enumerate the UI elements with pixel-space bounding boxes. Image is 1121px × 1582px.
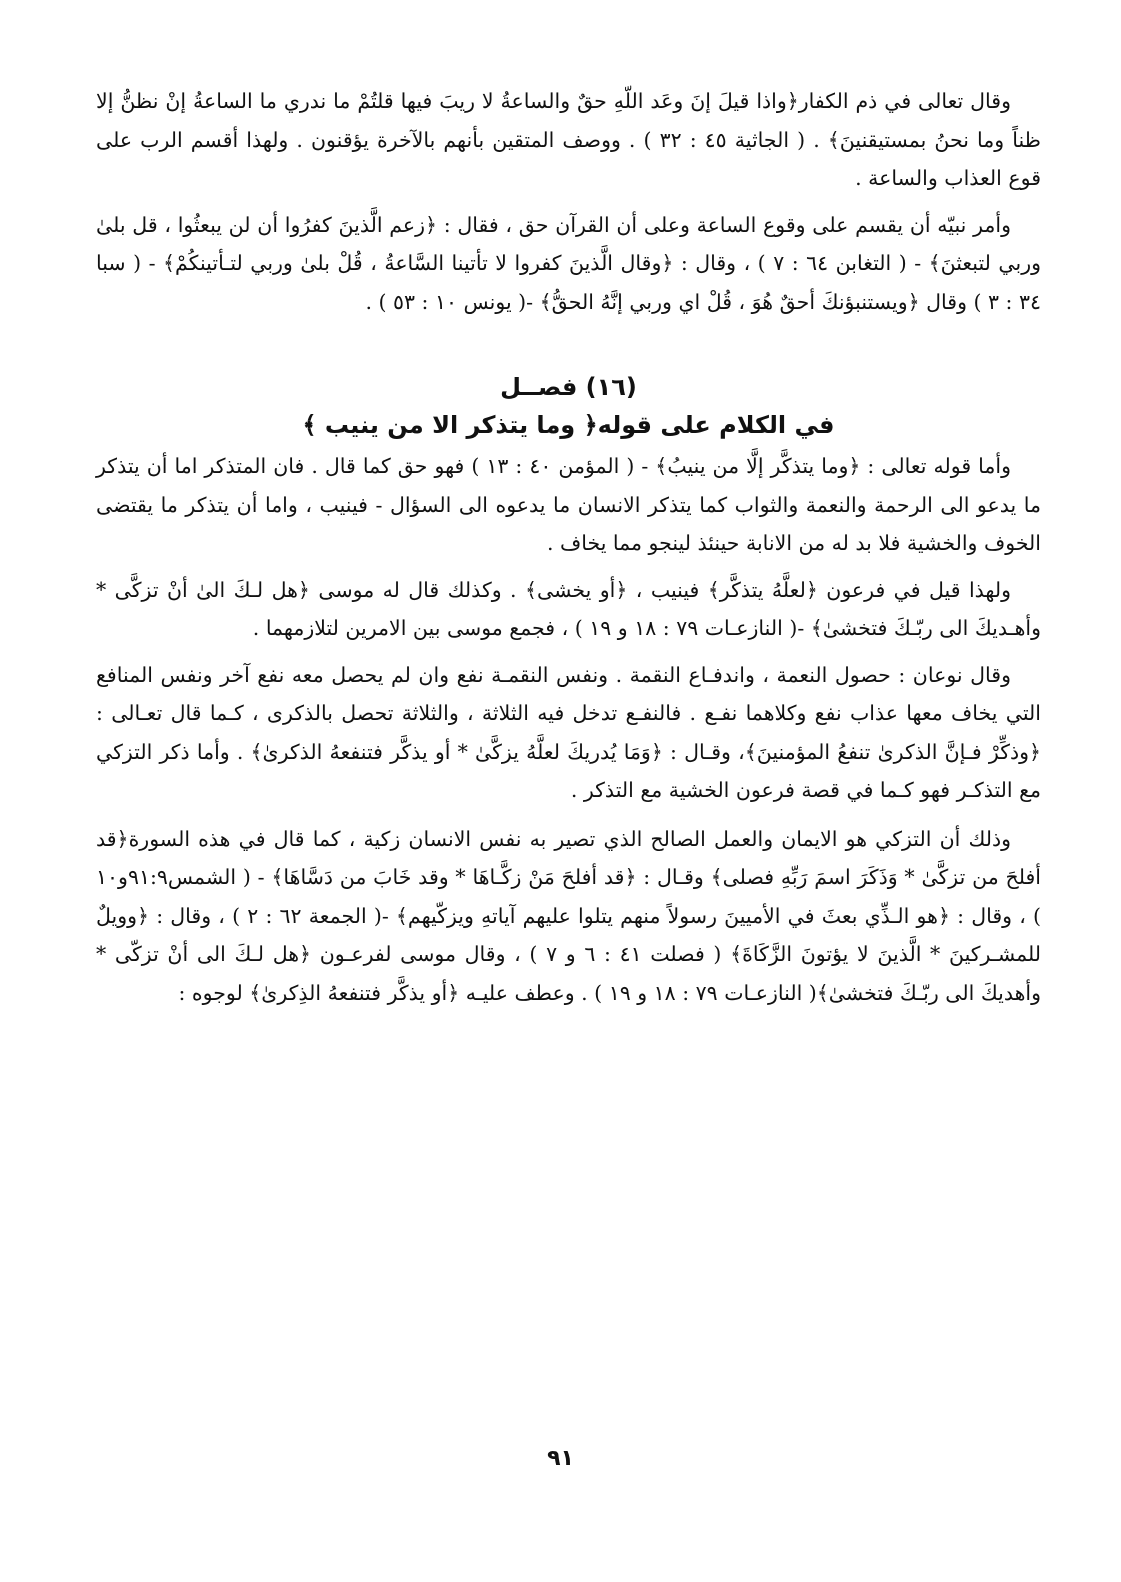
paragraph-oath-on-hour: وأمر نبيّه أن يقسم على وقوع الساعة وعلى أن القرآن حق ، فقال : ﴿زعم الَّذينَ كفرُوا أن لن يبعثُوا ، قل بلىٰ وربي لتبعثنَ﴾ - ( التغابن ٦٤ : ٧ ) ، وقال : ﴿وقال الَّذينَ كفروا لا تأتينا السَّاعةُ ، قُلْ بلىٰ وربي لتـأتينكُمْ﴾ - ( سبا ٣٤ : ٣ ) وقال ﴿ويستنبؤنكَ أحقٌ هُوَ ، قُلْ اي وربي إنَّهُ الحقُّ﴾ -( يونس ١٠ : ٥٣ ) . [96,212,1042,314]
paragraph-purification: وذلك أن التزكي هو الايمان والعمل الصالح الذي تصير به نفس الانسان زكية ، كما قال في هذه السورة﴿قد أفلحَ من تزكَّىٰ * وَذَكَرَ اسمَ رَبِّهِ فصلى﴾ وقـال : ﴿قد أفلحَ مَنْ زكَّـاهَا * وقد خَابَ من دَسَّاهَا﴾ - ( الشمس٩١:٩و١٠ ) ، وقال : ﴿هو الـذِّي بعثَ في الأميينَ رسولاً منهم يتلوا عليهم آياتهِ ويزكّيهم﴾ -( الجمعة ٦٢ : ٢ ) ، وقال : ﴿وويلٌ للمشـركينَ * الَّذينَ لا يؤتونَ الزَّكَاةَ﴾ ( فصلت ٤١ : ٦ و ٧ ) ، وقال موسى لفرعـون ﴿هل لـكَ الى أنْ تزكّى * وأهديكَ الى ربّـكَ فتخشىٰ﴾( النازعـات ٧٩ : ١٨ و ١٩ ) . وعطف عليـه ﴿أو يذكَّر فتنفعهُ الذِكرىٰ﴾ لوجوه : [96,826,1042,1005]
section-title: في الكلام على قوله﴿ وما يتذكر الا من ينيب ﴾ [302,411,835,439]
page-number: ٩١ [547,1446,574,1471]
paragraph-two-kinds: وقال نوعان : حصول النعمة ، واندفـاع النقمة . ونفس النقمـة نفع وان لم يحصل معه نفع آخر ونفس المنافع التي يخاف معها عذاب نفع وكلاهما نفـع . فالنفـع تدخل فيه الثلاثة ، والثلاثة تحصل بالذكرى ، كـما قال تعـالى : ﴿وذكِّرْ فـإنَّ الذكرىٰ تنفعُ المؤمنينَ﴾، وقـال : ﴿وَمَا يُدريكَ لعلَّهُ يزكَّىٰ * أو يذكَّر فتنفعهُ الذكرىٰ﴾ . وأما ذكر التزكي مع التذكـر فهو كـما في قصة فرعون الخشية مع التذكر . [96,662,1041,802]
paragraph-remembrance: وأما قوله تعالى : ﴿وما يتذكَّر إلَّا من ينيبُ﴾ - ( المؤمن ٤٠ : ١٣ ) فهو حق كما قال . فان المتذكر اما أن يتذكر ما يدعو الى الرحمة والنعمة والثواب كما يتذكر الانسان ما يدعوه الى السؤال - فينيب ، واما أن يتذكر ما يقتضى الخوف والخشية فلا بد له من الانابة حينئذ لينجو مما يخاف . [96,454,1041,555]
document-page [96,82,1041,1012]
paragraph-pharaoh: ولهذا قيل في فرعون ﴿لعلَّهُ يتذكَّر﴾ فينيب ، ﴿أو يخشى﴾ . وكذلك قال له موسى ﴿هل لـكَ الىٰ أنْ تزكَّى * وأهـديكَ الى ربّـكَ فتخشىٰ﴾ -( النازعـات ٧٩ : ١٨ و ١٩ ) ، فجمع موسى بين الامرين لتلازمهما . [96,577,1041,640]
section-heading [96,369,1041,445]
paragraph-disbelievers-hour: وقال تعالى في ذم الكفار﴿واذا قيلَ إنَ وعَد اللّهِ حقٌ والساعةُ لا ريبَ فيها قلتُمْ ما ندري ما الساعةُ إنْ نظنُّ إلا ظناً وما نحنُ بمستيقنينَ﴾ . ( الجاثية ٤٥ : ٣٢ ) . ووصف المتقين بأنهم بالآخرة يؤقنون . ولهذا أقسم الرب على قوع العذاب والساعة . [96,89,1041,190]
section-number: (١٦) فصــل [500,373,637,401]
